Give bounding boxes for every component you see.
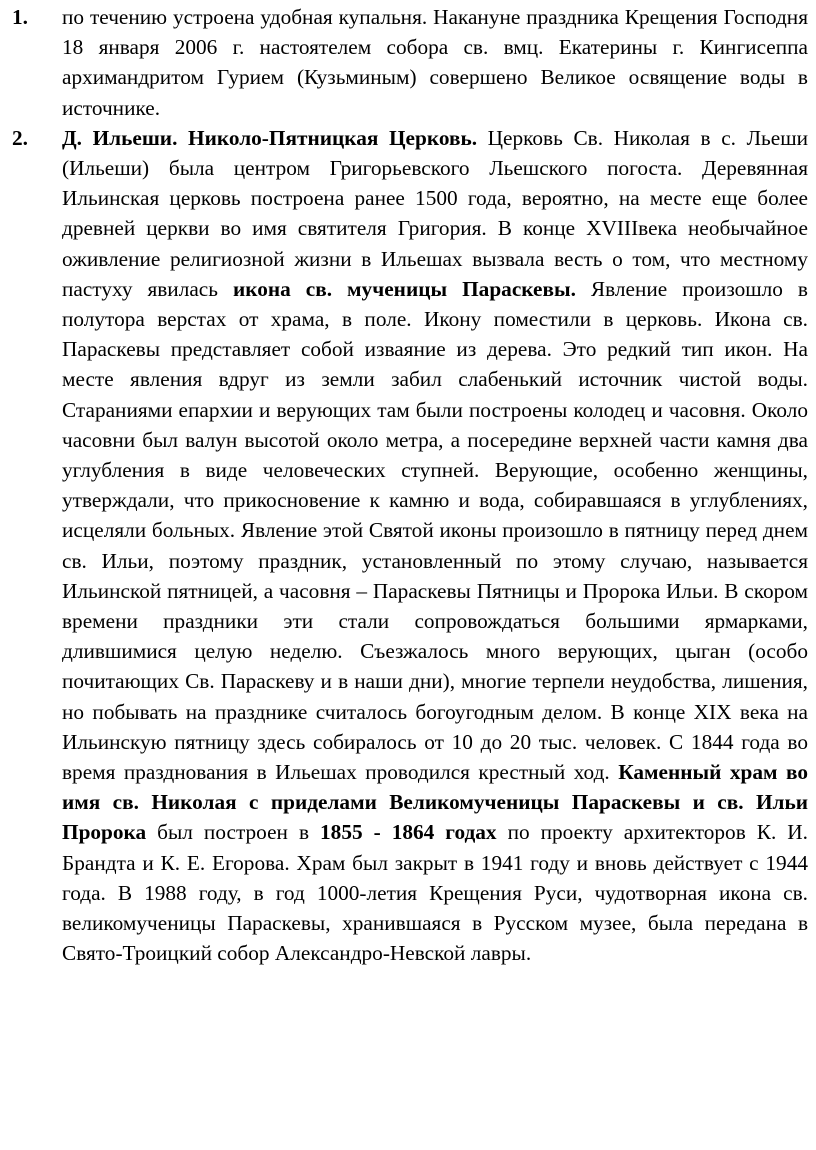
text-run: по проекту архитекторов К. И. Брандта и К. Е. Егорова. Храм был закрыт в 1941 году и вновь действует с 1944 года. В 1988 году, в год 1000-летия Крещения Руси, чудотворная икона св. великомученицы Параскевы, хранившаяся в Русском музее, была передана в Свято-Троицкий собор Александро-Невской лавры. [62,820,809,966]
list-item-2 [12,123,808,969]
text-run: Явление произошло в полутора верстах от храма, в поле. Икону поместили в церковь. Икона св. Параскевы представляет собой изваяние из дерева. Это редкий тип икон. На месте явления вдруг из земли забил слабенький источник чистой воды. Стараниями епархии и верующих там были построены колодец и часовня. Около часовни был валун высотой около метра, а посередине верхней части камня два углубления в виде человеческих ступней. Верующие, особенно женщины, утверждали, что прикосновение к камню и вода, собиравшаяся в углублениях, исцеляли больных. Явление этой Святой иконы произошло в пятницу перед днем св. Ильи, поэтому праздник, установленный по этому случаю, называется Ильинской пятницей, а часовня – Параскевы Пятницы и Пророка Ильи. В скором времени праздники эти стали сопровождаться большими ярмарками, длившимися целую неделю. Съезжалось много верующих, цыган (особо почитающих Св. Параскеву и в наши дни), многие терпели неудобства, лишения, но побывать на празднике считалось богоугодным делом. В конце XIX века на Ильинскую пятницу здесь собиралось от 10 до 20 тыс. человек. С 1844 года во время празднования в Ильешах проводился крестный ход. [62,276,808,785]
years-bold: 1855 - 1864 годах [320,820,497,845]
list-item-1 [12,2,808,123]
text-run: по течению устроена удобная купальня. Накануне праздника Крещения Господня 18 января 2006 г. настоятелем собора св. вмц. Екатерины г. Кингисеппа архимандритом Гурием (Кузьминым) совершено Великое освящение воды в источнике. [62,5,808,120]
list-number: 1. [12,5,28,29]
list-number: 2. [12,125,28,150]
list-item-text [62,2,808,123]
church-heading: Д. Ильеши. Николо-Пятницкая Церковь. [62,125,478,150]
icon-name-bold: икона св. мученицы Параскевы. [232,276,576,301]
text-run: был построен в [146,820,321,845]
stone-church-bold: Каменный храм во имя св. Николая с приделами Великомученицы Параскевы и св. Ильи Пророка [62,760,808,845]
list-item-text [62,123,808,969]
text-run: Церковь Св. Николая в с. Льеши (Ильеши) была центром Григорьевского Льешского погоста. Деревянная Ильинская церковь построена ранее 1500 года, вероятно, на месте еще более древней церкви во имя святителя Григория. В конце XVIIIвека необычайное оживление религиозной жизни в Ильешах вызвала весть о том, что местному пастуху явилась [62,125,809,301]
